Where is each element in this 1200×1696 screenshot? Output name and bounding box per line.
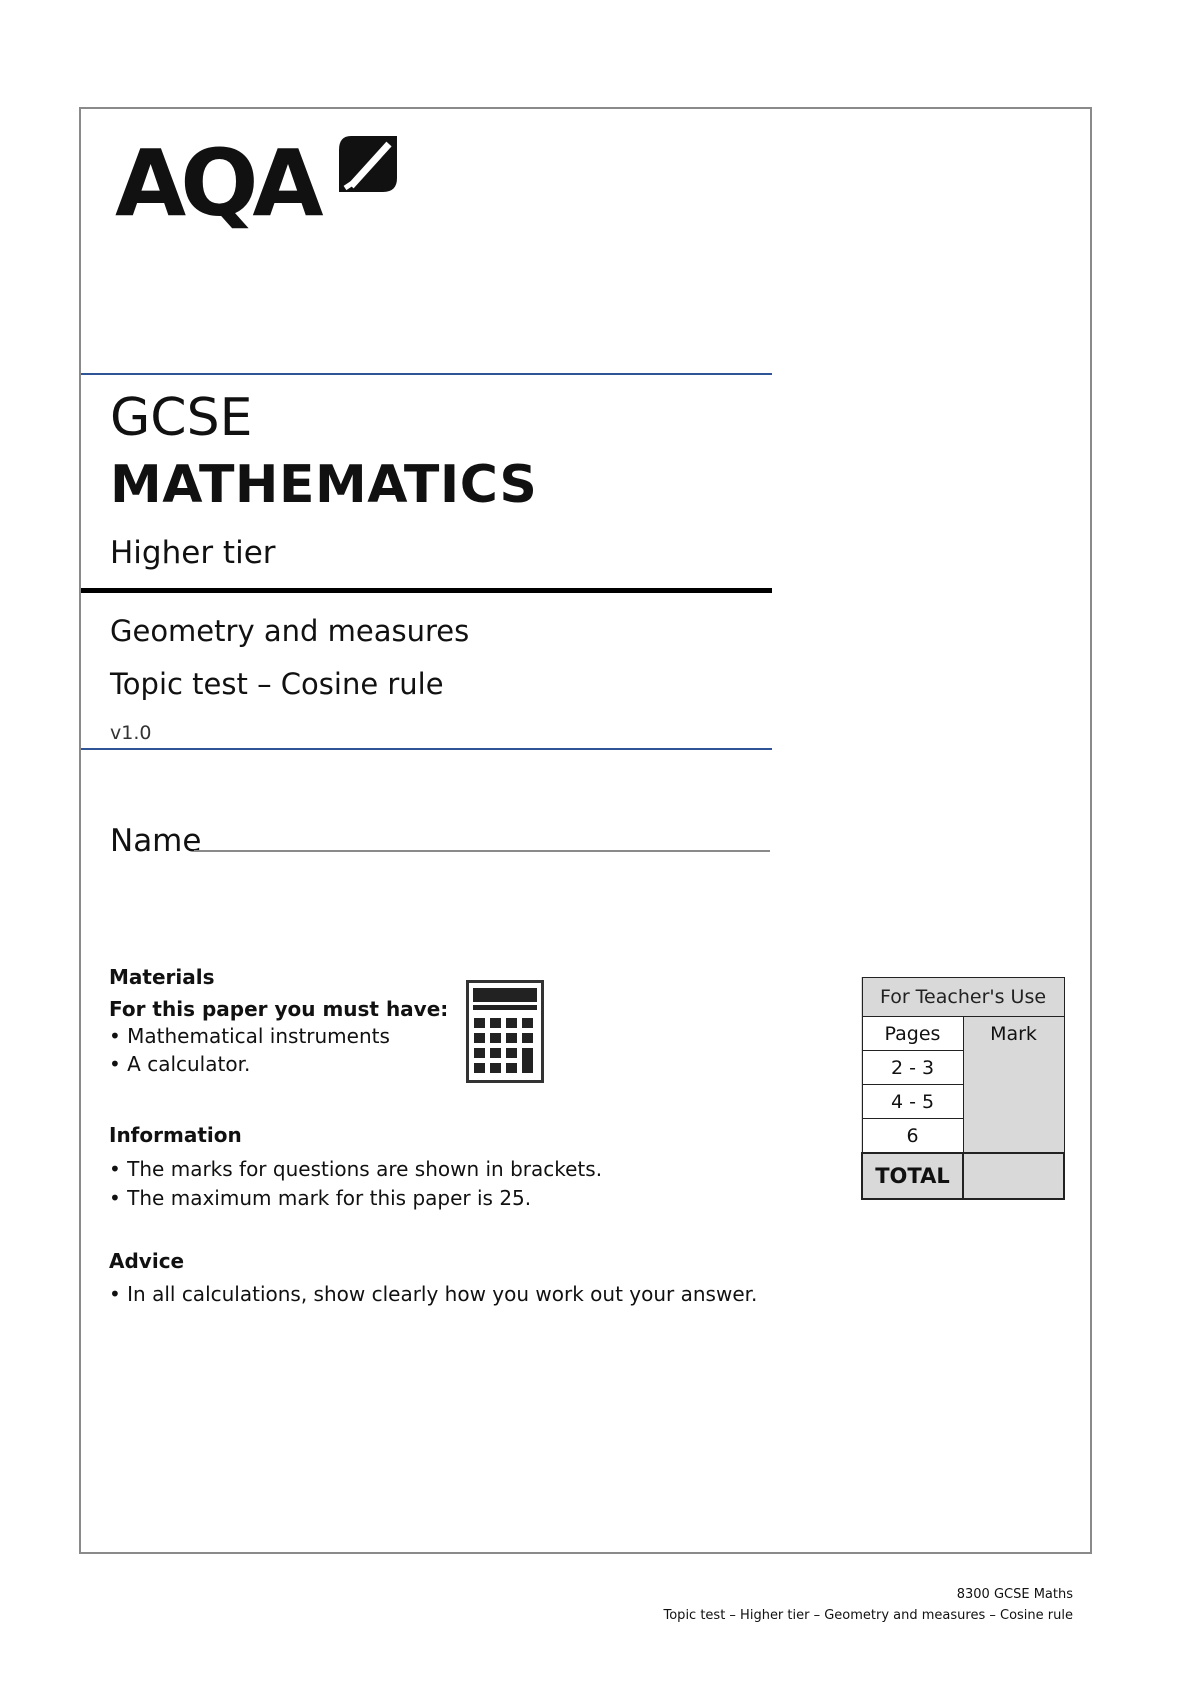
pages-row: 6 xyxy=(862,1119,963,1154)
subject-title: MATHEMATICS xyxy=(110,455,538,515)
aqa-logo xyxy=(115,130,415,240)
page-frame xyxy=(79,107,1092,1554)
teacher-table-header: For Teacher's Use xyxy=(862,978,1064,1017)
mark-cell xyxy=(963,1119,1064,1154)
materials-subheading: For this paper you must have: xyxy=(109,997,449,1021)
logo-text: AQA xyxy=(115,130,318,237)
footer-test-description: Topic test – Higher tier – Geometry and measures – Cosine rule xyxy=(663,1608,1073,1623)
title-divider xyxy=(81,588,772,593)
calculator-icon xyxy=(466,980,544,1083)
mark-cell xyxy=(963,1051,1064,1085)
materials-item: • A calculator. xyxy=(109,1052,251,1076)
total-label: TOTAL xyxy=(862,1153,963,1199)
information-heading: Information xyxy=(109,1123,242,1147)
mark-column-header: Mark xyxy=(963,1017,1064,1051)
pages-column-header: Pages xyxy=(862,1017,963,1051)
mark-cell xyxy=(963,1085,1064,1119)
total-mark-cell xyxy=(963,1153,1064,1199)
advice-item: • In all calculations, show clearly how you work out your answer. xyxy=(109,1282,758,1306)
qualification-level: GCSE xyxy=(110,388,253,448)
title-top-rule xyxy=(81,373,772,375)
advice-heading: Advice xyxy=(109,1249,185,1273)
materials-heading: Materials xyxy=(109,965,215,989)
teacher-use-table xyxy=(861,977,1065,1200)
footer-course-code: 8300 GCSE Maths xyxy=(956,1587,1073,1602)
name-field-line[interactable] xyxy=(194,850,770,852)
test-title: Topic test – Cosine rule xyxy=(110,667,444,701)
topic-label: Geometry and measures xyxy=(110,614,470,648)
logo-leaf-icon xyxy=(337,134,399,196)
pages-row: 2 - 3 xyxy=(862,1051,963,1085)
information-item: • The maximum mark for this paper is 25. xyxy=(109,1186,532,1210)
version-label: v1.0 xyxy=(110,722,152,744)
information-item: • The marks for questions are shown in brackets. xyxy=(109,1157,603,1181)
pages-row: 4 - 5 xyxy=(862,1085,963,1119)
materials-item: • Mathematical instruments xyxy=(109,1024,390,1048)
title-bottom-rule xyxy=(81,748,772,750)
name-label: Name xyxy=(110,823,202,859)
tier-label: Higher tier xyxy=(110,535,276,571)
